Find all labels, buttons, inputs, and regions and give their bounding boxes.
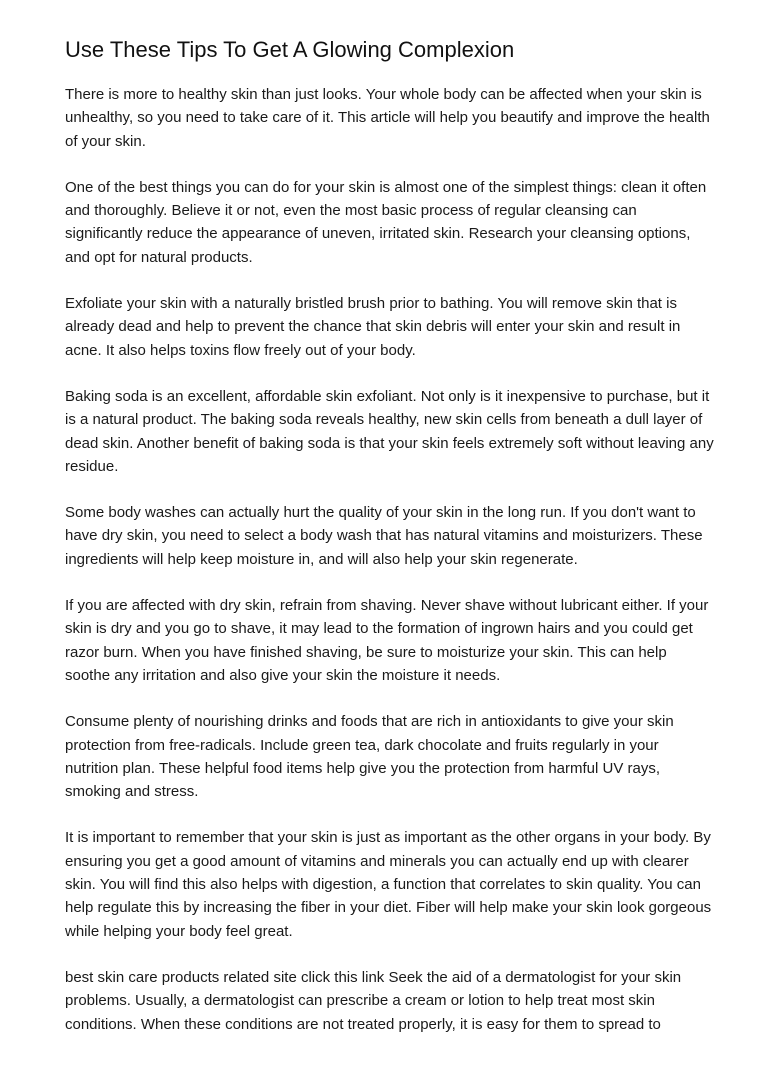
paragraph-antioxidants: Consume plenty of nourishing drinks and foods that are rich in antioxidants to give your skin protection from free-radicals. Include green tea, dark chocolate and fruits regularly in your nutrition plan. These helpful food items help give you the protection from harmful UV rays, smoking and stress. xyxy=(65,713,674,801)
paragraph-shaving: If you are affected with dry skin, refrain from shaving. Never shave without lubricant either. If your skin is dry and you go to shave, it may lead to the formation of ingrown hairs and you could get razor burn. When you have finished shaving, be sure to moisturize your skin. This can help soothe any irritation and also give your skin the moisture it needs. xyxy=(65,597,709,684)
document-page xyxy=(65,0,715,1036)
paragraph-vitamins: It is important to remember that your skin is just as important as the other organs in your body. By ensuring you get a good amount of vitamins and minerals you can actually end up with clearer skin. You will find this also helps with digestion, a function that correlates to skin quality. You can help regulate this by increasing the fiber in your diet. Fiber will help make your skin look gorgeous while helping your body feel great. xyxy=(65,829,712,940)
paragraph-cleansing: One of the best things you can do for your skin is almost one of the simplest things: clean it often and thoroughly. Believe it or not, even the most basic process of regular cleansing can significantly reduce the appearance of uneven, irritated skin. Research your cleansing options, and opt for natural products. xyxy=(65,178,707,266)
paragraph-exfoliate: Exfoliate your skin with a naturally bristled brush prior to bathing. You will remove skin that is already dead and help to prevent the chance that skin debris will enter your skin and result in acne. It also helps toxins flow freely out of your body. xyxy=(65,295,681,359)
paragraph-intro: There is more to healthy skin than just looks. Your whole body can be affected when your skin is unhealthy, so you need to take care of it. This article will help you beautify and improve the health of your skin. xyxy=(65,86,710,150)
paragraph-baking-soda: Baking soda is an excellent, affordable skin exfoliant. Not only is it inexpensive to purchase, but it is a natural product. The baking soda reveals healthy, new skin cells from beneath a dull layer of dead skin. Another benefit of baking soda is that your skin feels extremely soft without leaving any residue. xyxy=(65,387,714,475)
paragraph-body-washes: Some body washes can actually hurt the quality of your skin in the long run. If you don't want to have dry skin, you need to select a body wash that has natural vitamins and moisturizers. These ingredients will help keep moisture in, and will also help your skin regenerate. xyxy=(65,504,703,568)
document-title: Use These Tips To Get A Glowing Complexion xyxy=(65,37,515,62)
paragraph-dermatologist: best skin care products related site click this link Seek the aid of a dermatologist for your skin problems. Usually, a dermatologist can prescribe a cream or lotion to help treat most skin conditions. When these conditions are not treated properly, it is easy for them to spread to xyxy=(65,968,682,1033)
